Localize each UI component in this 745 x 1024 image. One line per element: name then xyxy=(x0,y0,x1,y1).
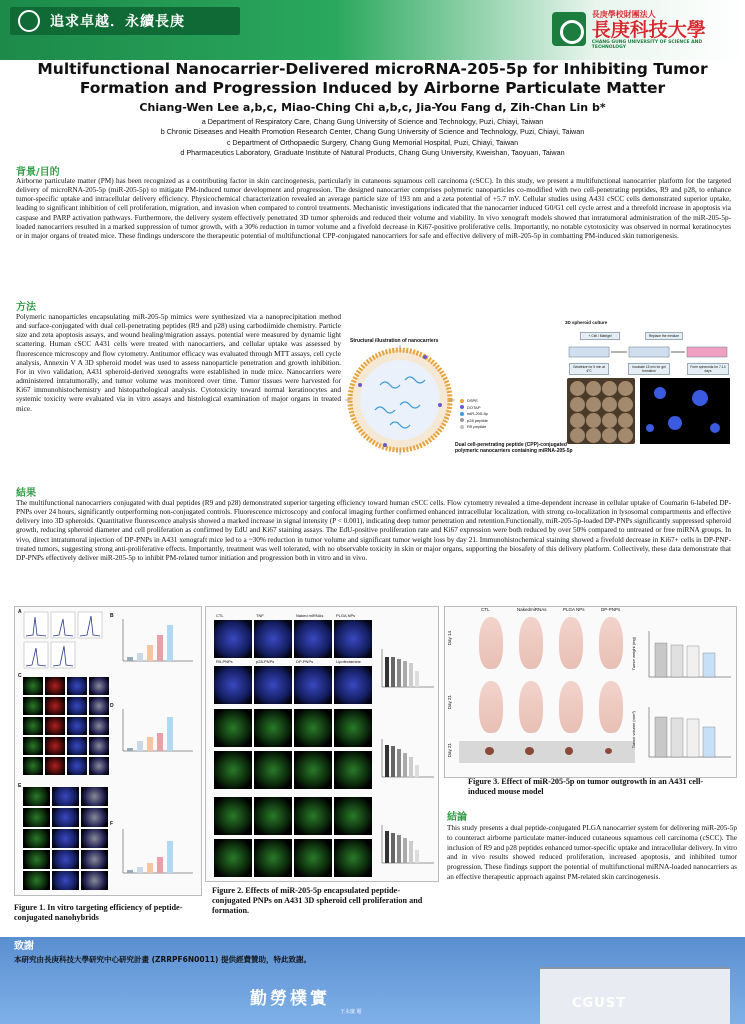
background-text: Airborne particulate matter (PM) has been recognized as a contributing factor in skin carcinogenesis, particularly in cutaneous squamous cell carcinoma (cSCC). In this study, we present a multifunctional nanocarrier platform for the targeted delivery of microRNA-205-5p (miR-205-5p) to mitigate PM-induced tumor development and progression. The designed nanocarrier comprises polymeric nanoparticles co-modified with two cell-penetrating peptides, R9 and p28, to enhance tumor-specific uptake and intracellular delivery efficiency. Physicochemical characterization revealed an average particle size of 193 nm and a zeta potential of +5.7 mV. Cellular studies using A431 cSCC cells demonstrated superior uptake, leading to significant inhibition of cell proliferation, migration, and invasion when compared to control treatments. Mechanistic investigations indicated that the nanocarrier induced G0/G1 cell cycle arrest and a threefold increase in apoptosis via caspase and PARP activation pathways. Furthermore, the delivery system effectively penetrated 3D tumor spheroids and reduced their volume and viability. In vivo xenograft models showed that intratumoral administration of the miR-205-5p-loaded nanocarriers resulted in a marked suppression of tumor growth, with a 30% reduction in tumor volume and a fivefold decrease in Ki67-positive proliferative cells. Importantly, no notable cytotoxicity was observed in normal keratinocytes or in major organs of treated mice. These findings underscore the therapeutic potential of multifunctional CPP-conjugated nanocarriers for safe and effective delivery of miR-205-5p in combatting PM-induced skin tumorigenesis. xyxy=(16,177,731,240)
panel-label: F xyxy=(110,821,114,827)
authors: Chiang-Wen Lee a,b,c, Miao-Ching Chi a,b,c, Jia-You Fang d, Zih-Chan Lin b* xyxy=(139,101,606,114)
fig2-bar-chart-b xyxy=(378,647,436,691)
fig3-group-label: DP-PNPs xyxy=(601,607,621,612)
fig3-row-label: Day 21 xyxy=(447,743,452,758)
legend-item: R9 peptide xyxy=(460,424,488,431)
affiliation-b: b Chronic Diseases and Health Promotion Research Center, Chang Gung University of Science and Technology, Puzi, Chiayi, Taiwan xyxy=(160,127,585,137)
figure-2 xyxy=(205,606,439,882)
tumor-photo-strip xyxy=(459,741,635,763)
structure-title: Structural illustration of nanocarriers xyxy=(350,338,439,344)
spheroid-image-grid xyxy=(214,613,374,883)
results-heading: 結果 xyxy=(16,488,36,499)
culture-plates-diagram xyxy=(567,342,732,360)
methods-text: Polymeric nanoparticles encapsulating miR-205-5p mimics were synthesized via a nanoprecipitation method and surface-conjugated with dual cell-penetrating peptides (R9 and p28) using carbodiimide chemistry. Particle size and zeta apoptosis assays, and wound healing/migration assays. potential were measured by dynamic light scattering. Human cSCC A431 cells were treated with nanocarriers, and cellular uptake was assessed by fluorescence microscopy and flow cytometry. Antitumor efficacy was evaluated through MTT assays, cell cycle analysis, Annexin V A 3D spheroid model was used to assess nanoparticle penetration and growth inhibition. For in vivo validation, A431 spheroid-derived xenografts were established in nude mice. Nanocarriers were administered intratumorally, and tumor volume was monitored over time. Tumor tissues were harvested for Ki67 immunohistochemistry and histopathological analysis. Cytotoxicity toward normal keratinocytes and systemic toxicity were evaluated via in vitro assays and histological examination of major organs in treated mice. xyxy=(16,313,341,413)
fluorescence-grid-e xyxy=(23,787,109,891)
panel-label: E xyxy=(18,783,22,789)
panel-label: C xyxy=(18,673,22,679)
acknowledgement-text: 本研究由長庚科技大學研究中心研究計畫 (ZRRPF6N0011) 提供經費贊助，特此致謝。 xyxy=(14,955,312,964)
logo-small-text: 長庚學校財團法人 xyxy=(591,9,656,19)
fig3-group-label: PLGA NPs xyxy=(563,607,585,612)
mouse-photo xyxy=(599,681,623,733)
uptake-bar-chart xyxy=(115,617,195,665)
legend-item: DSPE xyxy=(460,398,488,405)
logo-en-text: CHANG GUNG UNIVERSITY OF SCIENCE AND TECHNOLOGY xyxy=(591,39,703,50)
mouse-photo xyxy=(519,681,543,733)
mouse-photo xyxy=(599,617,623,669)
fig2-bar-chart-f xyxy=(378,823,436,867)
figure-1-caption: Figure 1. In vitro targeting efficiency of peptide-conjugated nanohybrids xyxy=(14,903,183,922)
figure-2-caption: Figure 2. Effects of miR-205-5p encapsulated peptide-conjugated PNPs on A431 3D spheroid cell proliferation and formation. xyxy=(212,886,423,915)
step-top-1: + Cell / Matrigel xyxy=(580,332,620,340)
panel-label: B xyxy=(110,613,114,619)
panel-label: A xyxy=(18,609,22,615)
background-heading: 背景/目的 xyxy=(16,167,60,178)
fig2-bar-chart-d xyxy=(378,737,436,781)
tumor-volume-chart xyxy=(641,703,733,763)
flow-histograms xyxy=(23,611,105,671)
methods-figure xyxy=(345,300,737,454)
nanocarrier-diagram xyxy=(345,345,455,455)
mouse-photo xyxy=(559,617,583,669)
fig2-label: PLGA NPs xyxy=(336,613,356,618)
mouse-photo xyxy=(479,617,503,669)
fig2-label: p28-PNPs xyxy=(256,659,275,664)
motto-box xyxy=(10,7,240,35)
fluorescence-grid-c xyxy=(23,677,109,777)
tumor-volume-label: Tumor volume (mm³) xyxy=(631,711,636,749)
culture-title: 3D spheroid culture xyxy=(565,320,608,325)
acknowledgement-heading: 致謝 xyxy=(14,941,34,952)
emblem-icon xyxy=(18,10,40,32)
results-text: The multifunctional nanocarriers conjugated with dual peptides (R9 and p28) demonstrated superior targeting efficiency toward human cSCC cells. Flow cytometry revealed a time-dependent increase in cellular uptake of Coumarin 6-labeled DP-PNPs over 24 hours, significantly outperforming non-conjugated controls. Fluorescence microscopy and confocal imaging further confirmed enhanced intracellular localization, with strong co-localization in lysosomal compartments and effective delivery into 3D spheroids. Quantitative fluorescence analysis showed a marked increase in signal intensity (P < 0.001), indicating deep tumor penetration and retention.Functionally, miR-205-5p-loaded DP-PNPs significantly suppressed spheroid growth, reducing spheroid diameter and cell proliferation as confirmed by EdU and Ki67 staining assays. The EdU-positive proliferation rate and Ki67 expression were both reduced by over 50% compared to untreated or free miRNA groups. In vivo, direct intratumoral injection of DP-PNPs in A431 xenograft mice led to a ~30% reduction in tumor volume and significant tumor weight loss by day 21. Immunohistochemical staining showed a fivefold decrease in Ki67+ cells in DP-PNP-treated tumors, suggesting strong anti-proliferative effects. Importantly, treatment was well tolerated, with no observable toxicity in skin or major organs, supporting the biosafety of this delivery platform. Collectively, these data demonstrate that DP-PNPs effectively deliver miR-205-5p to inhibit PM-related tumor initiation and progression both in vitro and in vivo. xyxy=(16,499,731,562)
university-logo xyxy=(552,6,737,52)
legend-item: DOTAP xyxy=(460,405,488,412)
fig3-row-label: Day 14 xyxy=(447,631,452,646)
spheroid-fluorescence-image xyxy=(640,378,730,444)
spheroid-intensity-chart xyxy=(115,827,195,877)
logo-big-text: 長庚科技大學 xyxy=(591,18,706,41)
tumor-weight-chart xyxy=(641,627,733,683)
step-2: Incubate 15 min for gel formation xyxy=(628,363,670,375)
nanocarrier-caption: Dual cell-penetrating peptide (CPP)-conjugated polymeric nanocarriers containing miRNA-205-5p xyxy=(455,442,573,454)
conclusion-text: This study presents a dual peptide-conjugated PLGA nanocarrier system for delivering miR-205-5p to counteract airborne particulate matter-induced cutaneous squamous cell carcinoma (cSCC). The inclusion of R9 and p28 peptides enhanced tumor-specific uptake and intracellular delivery. In vitro and in vivo results showed reduced proliferation, increased apoptosis, and inhibited tumor progression. These findings support the potential of multifunctional miRNA-loaded nanocarriers as an effective therapeutic approach against PM-related skin carcinogenesis. xyxy=(447,824,737,881)
affiliations xyxy=(20,117,725,159)
mouse-photo xyxy=(479,681,503,733)
legend-item: p28 peptide xyxy=(460,418,488,425)
affiliation-a: a Department of Respiratory Care, Chang Gung University of Science and Technology, Puzi, Chiayi, Taiwan xyxy=(201,117,544,126)
fig2-label: Lipofectamine xyxy=(336,659,361,664)
mouse-photo xyxy=(559,681,583,733)
fig3-row-label: Day 21 xyxy=(447,695,452,710)
header-motto: 追求卓越．永續長庚 xyxy=(50,14,185,30)
affiliation-d: d Pharmaceutics Laboratory, Graduate Institute of Natural Products, Chang Gung University, Kweishan, Taoyuan, Taiwan xyxy=(180,148,565,158)
step-1: Gelatinize for 5 min at 4°C xyxy=(569,363,609,375)
methods-heading: 方法 xyxy=(16,302,36,313)
fig3-group-label: CTL xyxy=(481,607,490,612)
cgust-logo: CGUST xyxy=(572,996,626,1011)
fig3-group-label: NakedmiRNAs xyxy=(517,607,547,612)
fig2-label: R9-PNPs xyxy=(216,659,233,664)
poster-title: Multifunctional Nanocarrier-Delivered microRNA-205-5p for Inhibiting Tumor Formation and Progression Induced by Airborne Particulate Matter xyxy=(37,60,708,97)
fig2-label: TNF xyxy=(256,613,264,618)
footer-signature: 王永慶 題 xyxy=(340,1009,362,1015)
intensity-bar-chart xyxy=(115,707,195,755)
fig2-label: CTL xyxy=(216,613,224,618)
tumor-weight-label: Tumor weight (mg) xyxy=(631,637,636,671)
step-3: Form spheroids for 7-14 days xyxy=(687,363,729,375)
mouse-photo xyxy=(519,617,543,669)
university-logo-icon xyxy=(552,12,586,46)
well-plate-photo xyxy=(567,378,635,444)
panel-label: D xyxy=(110,703,114,709)
fig2-label: Naked miRNAs xyxy=(296,613,324,618)
campus-building-image xyxy=(540,967,730,1024)
affiliation-c: c Department of Orthopaedic Surgery, Chang Gung Memorial Hospital, Puzi, Chiayi, Taiwan xyxy=(226,137,519,147)
nanocarrier-legend xyxy=(460,398,488,431)
figure-3 xyxy=(444,606,737,778)
footer-banner xyxy=(0,937,745,1024)
footer-motto: 勤勞樸實 xyxy=(250,989,330,1009)
figure-1 xyxy=(14,606,202,896)
conclusion-heading: 結論 xyxy=(447,812,467,823)
legend-item: miR-205-5p xyxy=(460,411,488,418)
step-top-2: Replace the medium xyxy=(645,332,683,340)
fig2-label: DP-PNPs xyxy=(296,659,314,664)
figure-3-caption: Figure 3. Effect of miR-205-5p on tumor outgrowth in an A431 cell-induced mouse model xyxy=(468,777,704,796)
